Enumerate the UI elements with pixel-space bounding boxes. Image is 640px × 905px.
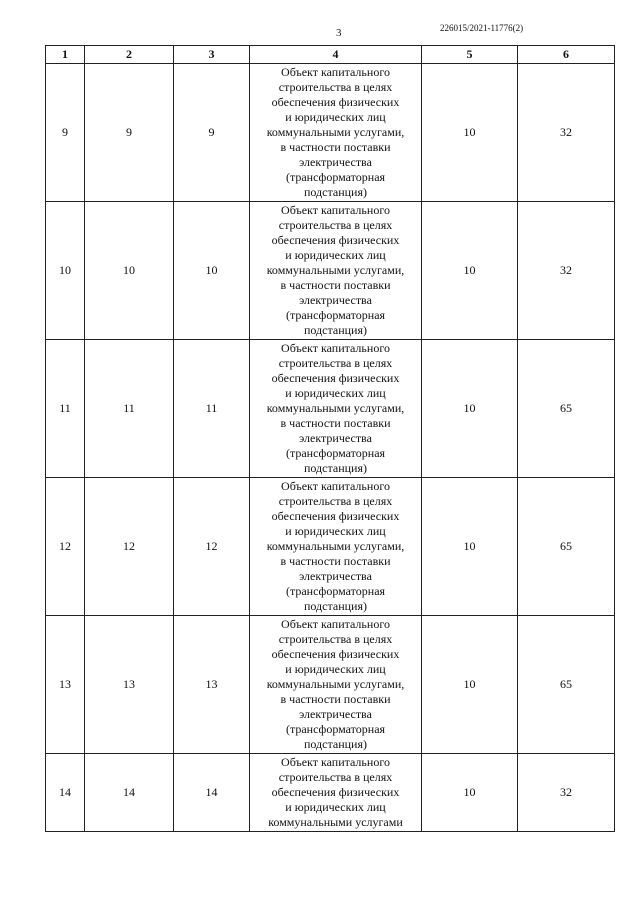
description-line: обеспечения физических (271, 509, 400, 523)
description-line: коммунальными услугами (268, 815, 403, 829)
description-line: Объект капитального (281, 341, 390, 355)
description-line: обеспечения физических (271, 647, 400, 661)
table-cell: 10 (422, 202, 518, 340)
description-line: и юридических лиц (285, 248, 386, 262)
description-cell (250, 64, 422, 202)
description-line: коммунальными услугами, (266, 539, 405, 553)
table-cell: 65 (518, 340, 615, 478)
table-body (46, 64, 615, 832)
description-line: Объект капитального (281, 617, 390, 631)
description-line: в частности поставки (280, 140, 391, 154)
description-line: электричества (299, 293, 372, 307)
description-line: коммунальными услугами, (266, 677, 405, 691)
table-cell: 9 (85, 64, 174, 202)
table-row (46, 340, 615, 478)
description-line: в частности поставки (280, 416, 391, 430)
land-plots-table (45, 45, 615, 832)
description-cell (250, 202, 422, 340)
description-line: и юридических лиц (285, 662, 386, 676)
table-row (46, 64, 615, 202)
description-line: подстанция) (303, 185, 367, 199)
column-header: 5 (422, 46, 518, 64)
table-cell: 32 (518, 202, 615, 340)
table-cell: 32 (518, 754, 615, 832)
table-cell: 10 (422, 616, 518, 754)
page-number: 3 (336, 27, 342, 39)
table-row (46, 616, 615, 754)
description-line: подстанция) (303, 599, 367, 613)
table-cell: 12 (46, 478, 85, 616)
column-header: 1 (46, 46, 85, 64)
table-cell: 10 (422, 340, 518, 478)
table-cell: 10 (46, 202, 85, 340)
table-cell: 11 (174, 340, 250, 478)
description-cell (250, 478, 422, 616)
column-header: 2 (85, 46, 174, 64)
description-line: в частности поставки (280, 692, 391, 706)
description-line: строительства в целях (278, 632, 393, 646)
description-line: обеспечения физических (271, 371, 400, 385)
description-line: (трансформаторная (285, 722, 386, 736)
description-cell (250, 616, 422, 754)
description-line: (трансформаторная (285, 170, 386, 184)
description-line: подстанция) (303, 461, 367, 475)
description-line: обеспечения физических (271, 95, 400, 109)
table-cell: 10 (422, 754, 518, 832)
table-cell: 12 (85, 478, 174, 616)
description-line: строительства в целях (278, 218, 393, 232)
table-cell: 9 (46, 64, 85, 202)
table-cell: 12 (174, 478, 250, 616)
table-header-row (46, 46, 615, 64)
description-line: Объект капитального (281, 65, 390, 79)
table-cell: 65 (518, 616, 615, 754)
description-line: строительства в целях (278, 356, 393, 370)
table-row (46, 754, 615, 832)
description-line: Объект капитального (281, 479, 390, 493)
table-cell: 9 (174, 64, 250, 202)
description-line: электричества (299, 155, 372, 169)
table-cell: 13 (85, 616, 174, 754)
table-cell: 13 (174, 616, 250, 754)
description-line: в частности поставки (280, 554, 391, 568)
description-line: коммунальными услугами, (266, 401, 405, 415)
table-cell: 10 (174, 202, 250, 340)
table-cell: 32 (518, 64, 615, 202)
description-line: строительства в целях (278, 80, 393, 94)
description-line: строительства в целях (278, 494, 393, 508)
description-line: и юридических лиц (285, 800, 386, 814)
table-cell: 10 (422, 64, 518, 202)
table-cell: 11 (46, 340, 85, 478)
description-line: и юридических лиц (285, 524, 386, 538)
table-cell: 13 (46, 616, 85, 754)
description-line: обеспечения физических (271, 233, 400, 247)
description-line: обеспечения физических (271, 785, 400, 799)
description-cell (250, 340, 422, 478)
table-cell: 65 (518, 478, 615, 616)
table-cell: 14 (46, 754, 85, 832)
column-header: 6 (518, 46, 615, 64)
description-line: Объект капитального (281, 203, 390, 217)
description-line: подстанция) (303, 737, 367, 751)
description-line: электричества (299, 569, 372, 583)
description-line: Объект капитального (281, 755, 390, 769)
description-line: строительства в целях (278, 770, 393, 784)
description-line: (трансформаторная (285, 308, 386, 322)
table-row (46, 202, 615, 340)
document-id: 226015/2021-11776(2) (440, 23, 524, 33)
table-cell: 14 (85, 754, 174, 832)
description-line: (трансформаторная (285, 584, 386, 598)
description-line: коммунальными услугами, (266, 263, 405, 277)
description-line: подстанция) (303, 323, 367, 337)
table-cell: 11 (85, 340, 174, 478)
column-header: 3 (174, 46, 250, 64)
description-cell (250, 754, 422, 832)
description-line: и юридических лиц (285, 386, 386, 400)
table-cell: 10 (85, 202, 174, 340)
description-line: электричества (299, 707, 372, 721)
description-line: в частности поставки (280, 278, 391, 292)
column-header: 4 (250, 46, 422, 64)
description-line: и юридических лиц (285, 110, 386, 124)
description-line: (трансформаторная (285, 446, 386, 460)
description-line: электричества (299, 431, 372, 445)
description-line: коммунальными услугами, (266, 125, 405, 139)
table-cell: 10 (422, 478, 518, 616)
table-cell: 14 (174, 754, 250, 832)
table-row (46, 478, 615, 616)
